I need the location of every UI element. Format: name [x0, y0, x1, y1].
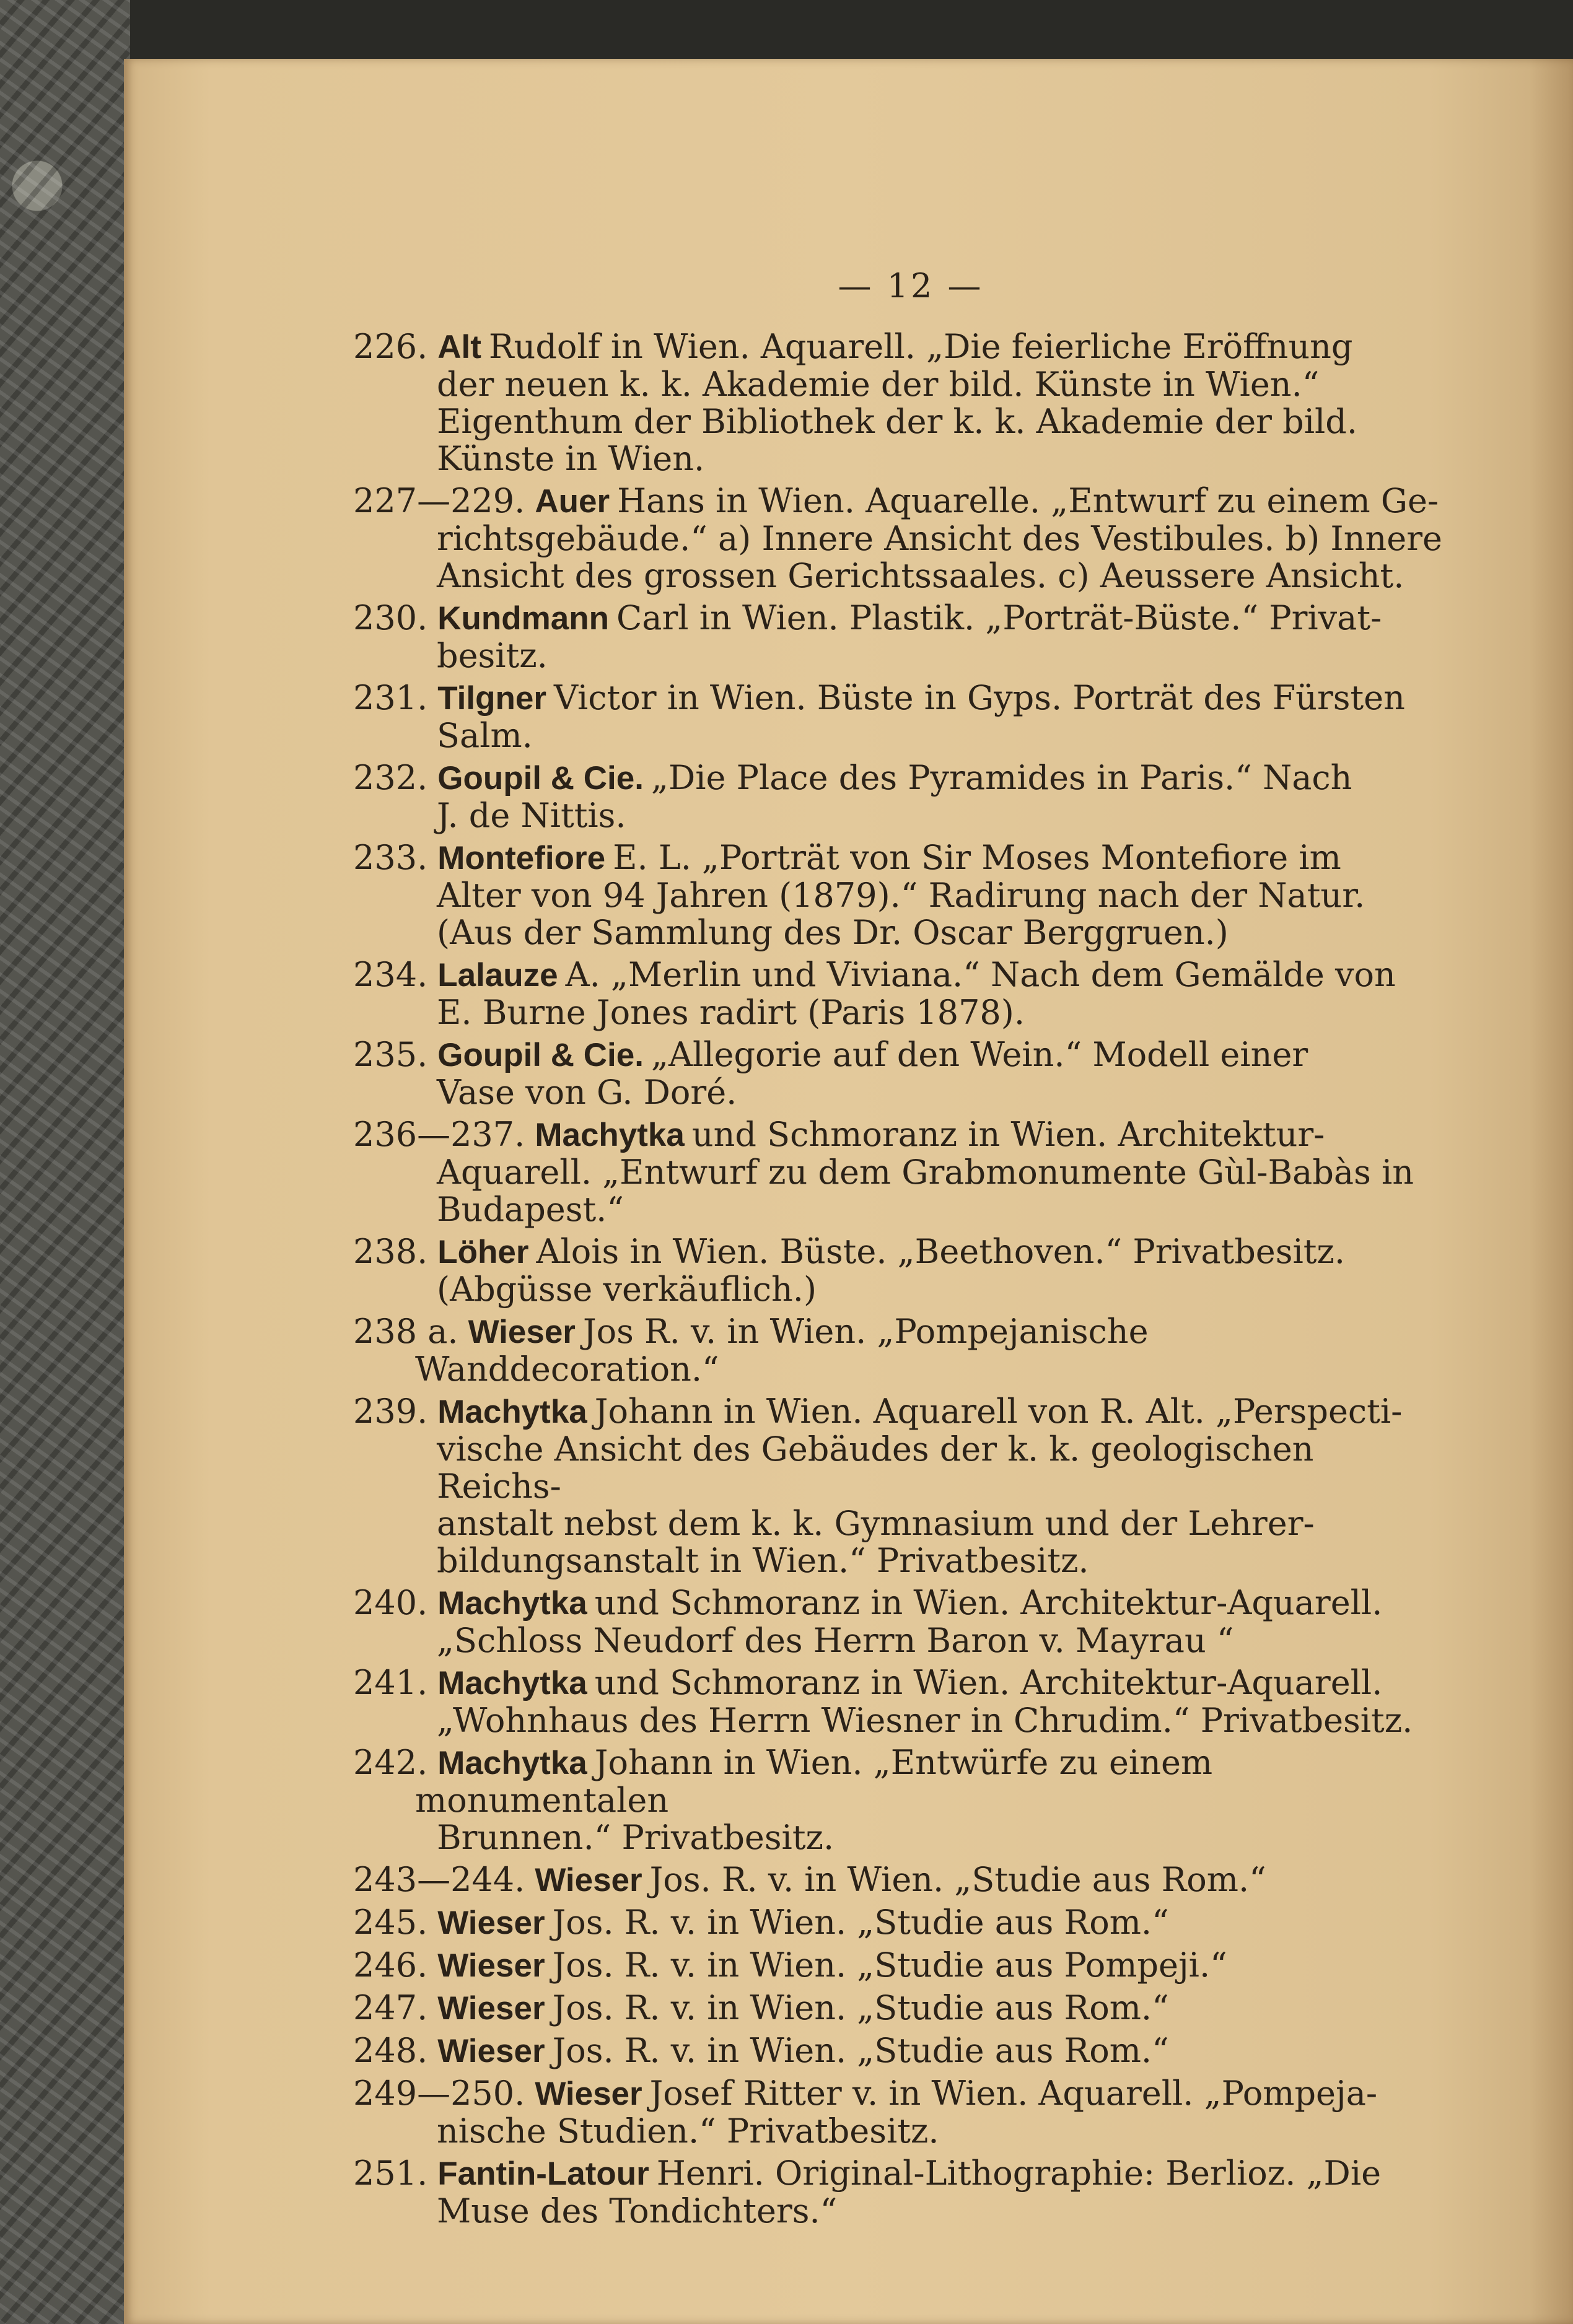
entry-number: 235.	[353, 1035, 428, 1074]
catalogue-entry	[353, 1990, 1444, 2027]
entry-number: 251.	[353, 2154, 428, 2193]
entry-number: 245.	[353, 1903, 428, 1942]
entry-number: 249—250.	[353, 2074, 525, 2113]
artist-name: Tilgner	[437, 680, 546, 717]
entry-number: 239.	[353, 1392, 428, 1431]
entry-number: 226.	[353, 327, 428, 366]
entry-text: Josef Ritter v. in Wien. Aquarell. „Pompeja-	[649, 2074, 1378, 2113]
entry-first-line	[353, 1947, 1444, 1985]
entry-number: 238 a.	[353, 1312, 458, 1351]
catalogue-entry	[353, 328, 1444, 478]
entry-number: 238.	[353, 1232, 428, 1271]
artist-name: Machytka	[437, 1745, 587, 1781]
catalogue-entry	[353, 1584, 1444, 1659]
entry-first-line	[353, 1116, 1444, 1154]
catalogue-entry	[353, 759, 1444, 834]
entry-text: Jos R. v. in Wien. „Pompejanische Wanddecoration.“	[415, 1312, 1149, 1389]
entry-continuation-line: Ansicht des grossen Gerichtssaales. c) Aeussere Ansicht.	[437, 556, 1404, 595]
entry-text: Jos. R. v. in Wien. „Studie aus Rom.“	[649, 1860, 1266, 1899]
catalogue-entry	[353, 839, 1444, 951]
entry-first-line	[353, 1904, 1444, 1942]
entry-first-line	[353, 1584, 1444, 1622]
artist-name: Wieser	[437, 1947, 545, 1984]
entry-number: 233.	[353, 838, 428, 877]
entry-text: Victor in Wien. Büste in Gyps. Porträt des Fürsten	[553, 678, 1405, 717]
entry-text: Jos. R. v. in Wien. „Studie aus Pompeji.“	[552, 1946, 1227, 1985]
entry-text: Hans in Wien. Aquarelle. „Entwurf zu einem Ge-	[617, 481, 1439, 520]
entry-text: Henri. Original-Lithographie: Berlioz. „Die	[656, 2154, 1382, 2193]
catalogue-entry	[353, 600, 1444, 675]
entry-number: 227—229.	[353, 481, 525, 520]
entry-text: und Schmoranz in Wien. Architektur-Aquarell.	[594, 1583, 1383, 1622]
catalogue-entry	[353, 483, 1444, 595]
entry-number: 240.	[353, 1583, 428, 1622]
entry-number: 247.	[353, 1988, 428, 2027]
catalogue-entry	[353, 1313, 1444, 1388]
catalogue-entry	[353, 679, 1444, 754]
entry-text: Alois in Wien. Büste. „Beethoven.“ Privatbesitz.	[536, 1232, 1346, 1271]
entry-continuation-line: J. de Nittis.	[437, 796, 626, 835]
entry-first-line	[353, 1036, 1444, 1074]
catalogue-entry	[353, 956, 1444, 1031]
entry-text: „Allegorie auf den Wein.“ Modell einer	[651, 1035, 1308, 1074]
artist-name: Machytka	[437, 1394, 587, 1430]
catalogue-entries	[353, 328, 1444, 2235]
entry-continuation-line: Brunnen.“ Privatbesitz.	[437, 1818, 835, 1857]
entry-number: 230.	[353, 598, 428, 637]
entry-continuation-line: besitz.	[437, 636, 548, 675]
entry-continuation-line: nische Studien.“ Privatbesitz.	[437, 2112, 939, 2151]
catalogue-entry	[353, 1904, 1444, 1942]
entry-continuation-line: anstalt nebst dem k. k. Gymnasium und der Lehrer-	[437, 1504, 1315, 1543]
entry-continuation-line: Aquarell. „Entwurf zu dem Grabmonumente Gùl-Babàs in	[437, 1153, 1414, 1192]
entry-continuation-line: „Wohnhaus des Herrn Wiesner in Chrudim.“ Privatbesitz.	[437, 1701, 1413, 1740]
entry-first-line	[353, 2075, 1444, 2113]
catalogue-entry	[353, 1036, 1444, 1111]
entry-continuation-line: Alter von 94 Jahren (1879).“ Radirung nach der Natur.	[437, 876, 1365, 915]
entry-first-line	[353, 483, 1444, 520]
entry-number: 241.	[353, 1663, 428, 1702]
artist-name: Goupil & Cie.	[437, 1037, 644, 1073]
entry-text: und Schmoranz in Wien. Architektur-Aquarell.	[594, 1663, 1383, 1702]
entry-first-line	[353, 1233, 1444, 1271]
catalogue-entry	[353, 2075, 1444, 2150]
catalogue-entry	[353, 1233, 1444, 1308]
catalogue-entry	[353, 1744, 1444, 1856]
entry-continuation-line: bildungsanstalt in Wien.“ Privatbesitz.	[437, 1541, 1089, 1580]
entry-text: E. L. „Porträt von Sir Moses Montefiore im	[613, 838, 1341, 877]
catalogue-entry	[353, 2155, 1444, 2230]
artist-name: Wieser	[437, 1990, 545, 2027]
catalogue-entry	[353, 1861, 1444, 1899]
entry-first-line	[353, 600, 1444, 637]
entry-text: Carl in Wien. Plastik. „Porträt-Büste.“ Privat-	[616, 598, 1382, 637]
artist-name: Machytka	[437, 1585, 587, 1622]
entry-first-line	[353, 1313, 1444, 1388]
entry-continuation-line: E. Burne Jones radirt (Paris 1878).	[437, 993, 1025, 1032]
entry-continuation-line: (Abgüsse verkäuflich.)	[437, 1270, 817, 1309]
entry-text: Johann in Wien. „Entwürfe zu einem monumentalen	[415, 1743, 1213, 1820]
entry-first-line	[353, 2032, 1444, 2070]
entry-first-line	[353, 679, 1444, 717]
entry-first-line	[353, 2155, 1444, 2193]
entry-continuation-line: Vase von G. Doré.	[437, 1073, 737, 1112]
entry-text: Johann in Wien. Aquarell von R. Alt. „Perspecti-	[594, 1392, 1403, 1431]
entry-first-line	[353, 759, 1444, 797]
entry-continuation-line: Eigenthum der Bibliothek der k. k. Akademie der bild.	[437, 402, 1358, 441]
book-binding-edge	[0, 0, 130, 2324]
entry-first-line	[353, 1664, 1444, 1702]
artist-name: Löher	[437, 1234, 529, 1270]
entry-first-line	[353, 1744, 1444, 1819]
entry-text: Jos. R. v. in Wien. „Studie aus Rom.“	[552, 2031, 1169, 2070]
artist-name: Alt	[437, 329, 481, 365]
catalogue-entry	[353, 1664, 1444, 1739]
entry-text: Jos. R. v. in Wien. „Studie aus Rom.“	[552, 1988, 1169, 2027]
artist-name: Wieser	[437, 1905, 545, 1941]
entry-first-line	[353, 839, 1444, 877]
artist-name: Lalauze	[437, 957, 558, 994]
entry-continuation-line: Künste in Wien.	[437, 439, 705, 478]
entry-text: und Schmoranz in Wien. Architektur-	[691, 1115, 1325, 1154]
entry-first-line	[353, 1861, 1444, 1899]
entry-first-line	[353, 1393, 1444, 1431]
artist-name: Auer	[535, 483, 610, 520]
entry-text: A. „Merlin und Viviana.“ Nach dem Gemälde von	[565, 955, 1396, 994]
entry-continuation-line: vische Ansicht des Gebäudes der k. k. geologischen Reichs-	[437, 1430, 1314, 1506]
entry-text: „Die Place des Pyramides in Paris.“ Nach	[651, 758, 1352, 797]
entry-continuation-line: (Aus der Sammlung des Dr. Oscar Berggruen.)	[437, 913, 1229, 952]
artist-name: Wieser	[468, 1314, 576, 1350]
entry-first-line	[353, 956, 1444, 994]
artist-name: Machytka	[437, 1665, 587, 1702]
entry-number: 236—237.	[353, 1115, 525, 1154]
entry-continuation-line: „Schloss Neudorf des Herrn Baron v. Mayrau “	[437, 1621, 1234, 1660]
catalogue-entry	[353, 1393, 1444, 1579]
entry-number: 232.	[353, 758, 428, 797]
entry-continuation-line: richtsgebäude.“ a) Innere Ansicht des Vestibules. b) Innere	[437, 519, 1443, 558]
artist-name: Kundmann	[437, 600, 609, 637]
entry-number: 231.	[353, 678, 428, 717]
artist-name: Wieser	[437, 2033, 545, 2069]
page-gutter-shadow	[1530, 59, 1573, 2324]
artist-name: Fantin-Latour	[437, 2156, 649, 2192]
entry-text: Rudolf in Wien. Aquarell. „Die feierliche Eröffnung	[488, 327, 1353, 366]
entry-number: 243—244.	[353, 1860, 525, 1899]
page-number: — 12 —	[838, 266, 984, 305]
artist-name: Montefiore	[437, 840, 606, 876]
entry-number: 246.	[353, 1946, 428, 1985]
catalogue-entry	[353, 2032, 1444, 2070]
artist-name: Machytka	[535, 1117, 685, 1153]
entry-number: 234.	[353, 955, 428, 994]
entry-text: Jos. R. v. in Wien. „Studie aus Rom.“	[552, 1903, 1169, 1942]
artist-name: Wieser	[535, 1862, 642, 1898]
catalogue-entry	[353, 1116, 1444, 1228]
catalogue-entry	[353, 1947, 1444, 1985]
entry-first-line	[353, 328, 1444, 366]
entry-first-line	[353, 1990, 1444, 2027]
entry-number: 248.	[353, 2031, 428, 2070]
entry-number: 242.	[353, 1743, 428, 1782]
entry-continuation-line: der neuen k. k. Akademie der bild. Künste in Wien.“	[437, 365, 1320, 404]
artist-name: Wieser	[535, 2076, 642, 2112]
entry-continuation-line: Salm.	[437, 716, 533, 755]
entry-continuation-line: Muse des Tondichters.“	[437, 2191, 838, 2230]
entry-continuation-line: Budapest.“	[437, 1190, 624, 1229]
artist-name: Goupil & Cie.	[437, 760, 644, 797]
